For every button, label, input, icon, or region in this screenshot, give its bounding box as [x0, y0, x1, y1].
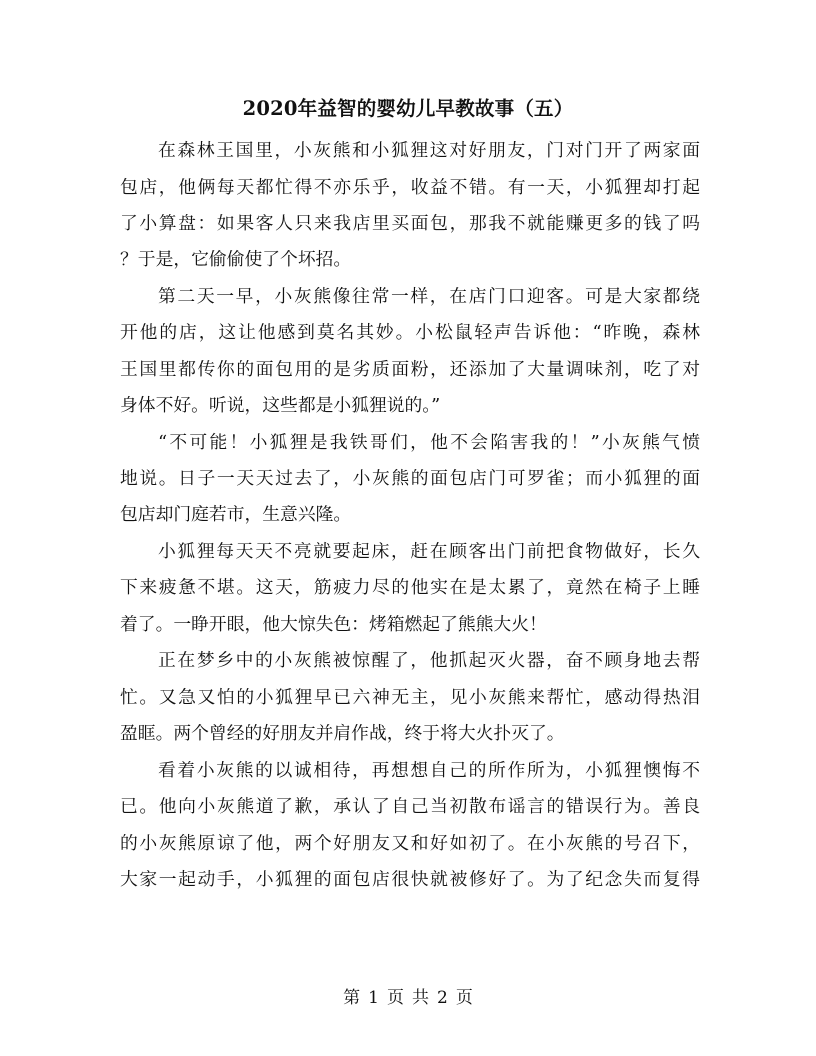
paragraph-6-line-3: 的小灰熊原谅了他，两个好朋友又和好如初了。在小灰熊的号召下，	[120, 833, 700, 854]
paragraph-2-line-1: 第二天一早，小灰熊像往常一样，在店门口迎客。可是大家都绕	[158, 286, 700, 307]
footer-total-label: 共	[412, 988, 429, 1008]
footer-total-pages: 2	[437, 988, 448, 1008]
paragraph-6-line-4: 大家一起动手，小狐狸的面包店很快就被修好了。为了纪念失而复得	[120, 869, 700, 890]
paragraph-1-line-4: ？于是，它偷偷使了个坏招。	[120, 249, 352, 270]
paragraph-4-line-2: 下来疲惫不堪。这天，筋疲力尽的他实在是太累了，竟然在椅子上睡	[120, 577, 700, 598]
paragraph-3-line-1: “不可能！小狐狸是我铁哥们，他不会陷害我的！”小灰熊气愤	[158, 432, 700, 453]
paragraph-1-line-1: 在森林王国里，小灰熊和小狐狸这对好朋友，门对门开了两家面	[158, 140, 700, 161]
footer-page-label: 第	[343, 988, 361, 1008]
footer-page-number: 1	[368, 988, 379, 1008]
document-title: 2020年益智的婴幼儿早教故事（五）	[242, 97, 574, 120]
paragraph-1-line-2: 包店，他俩每天都忙得不亦乐乎，收益不错。有一天，小狐狸却打起	[120, 177, 700, 198]
paragraph-5-line-3: 盈眶。两个曾经的好朋友并肩作战，终于将大火扑灭了。	[120, 723, 565, 744]
paragraph-6-line-1: 看着小灰熊的以诚相待，再想想自己的所作所为，小狐狸懊悔不	[158, 760, 700, 781]
paragraph-2-line-4: 身体不好。听说，这些都是小狐狸说的。”	[120, 395, 441, 416]
paragraph-3-line-3: 包店却门庭若市，生意兴隆。	[120, 504, 352, 525]
paragraph-2-line-2: 开他的店，这让他感到莫名其妙。小松鼠轻声告诉他：“昨晚，森林	[120, 322, 700, 343]
footer-page-unit: 页	[387, 988, 404, 1008]
footer-total-unit: 页	[455, 988, 473, 1008]
paragraph-4-line-1: 小狐狸每天天不亮就要起床，赶在顾客出门前把食物做好，长久	[158, 541, 700, 562]
paragraph-5-line-1: 正在梦乡中的小灰熊被惊醒了，他抓起灭火器，奋不顾身地去帮	[158, 650, 700, 671]
page-footer	[0, 985, 816, 1011]
paragraph-4-line-3: 着了。一睁开眼，他大惊失色：烤箱燃起了熊熊大火！	[120, 614, 547, 635]
paragraph-3-line-2: 地说。日子一天天过去了，小灰熊的面包店门可罗雀；而小狐狸的面	[120, 468, 700, 489]
paragraph-5-line-2: 忙。又急又怕的小狐狸早已六神无主，见小灰熊来帮忙，感动得热泪	[120, 687, 700, 708]
paragraph-1-line-3: 了小算盘：如果客人只来我店里买面包，那我不就能赚更多的钱了吗	[120, 213, 700, 234]
paragraph-2-line-3: 王国里都传你的面包用的是劣质面粉，还添加了大量调味剂，吃了对	[120, 359, 700, 380]
paragraph-6-line-2: 已。他向小灰熊道了歉，承认了自己当初散布谣言的错误行为。善良	[120, 796, 700, 817]
